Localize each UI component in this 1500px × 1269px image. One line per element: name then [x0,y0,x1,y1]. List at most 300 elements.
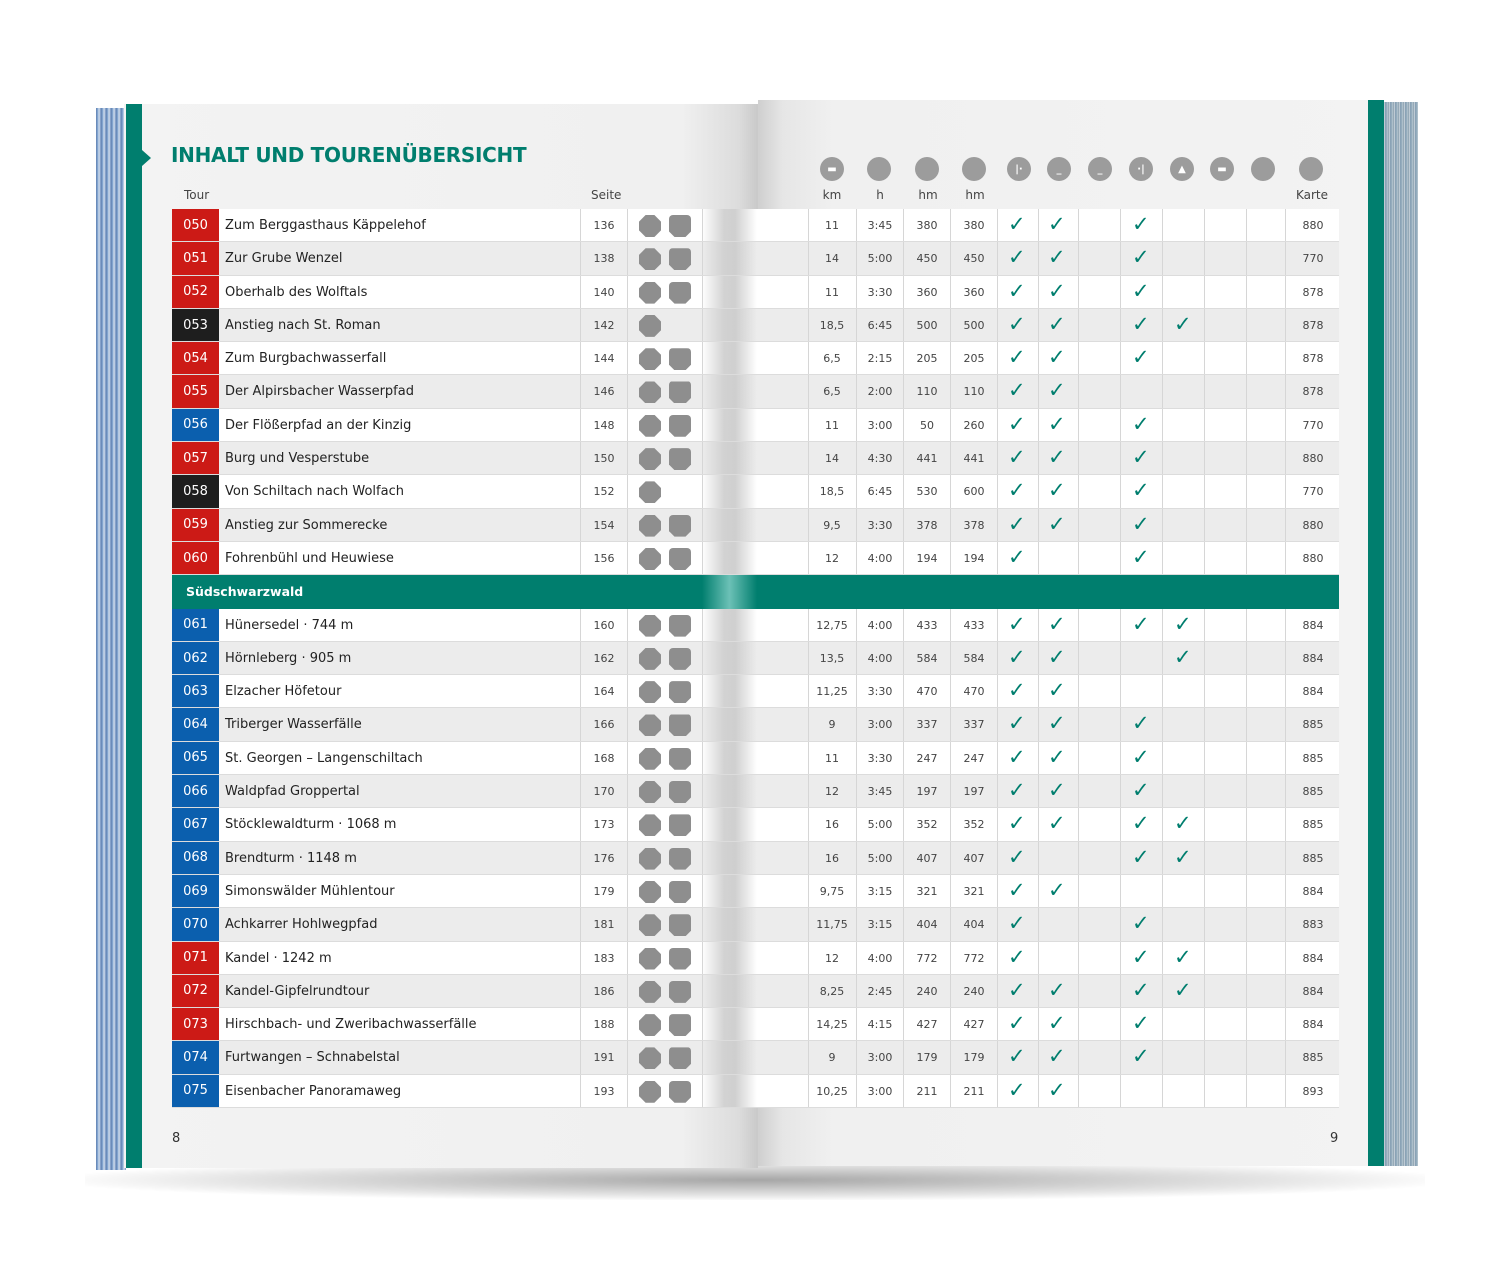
signpost-icon: |· [1007,157,1031,181]
ascent-hm: 179 [916,1051,938,1065]
column-separator [580,875,581,907]
region-header [172,575,1339,608]
column-separator [1285,609,1286,641]
column-separator [627,242,628,274]
column-separator [903,409,904,441]
column-separator [856,1041,857,1073]
column-separator [1038,908,1039,940]
tour-name[interactable]: Zum Berggasthaus Käppelehof [225,218,426,233]
table-row[interactable] [172,442,1339,475]
column-separator [1038,675,1039,707]
tour-number: 059 [172,509,219,541]
column-separator [950,975,951,1007]
tour-name[interactable]: Anstieg zur Sommerecke [225,517,388,533]
column-separator [903,842,904,874]
check-icon: ✓ [1048,811,1066,836]
column-separator [1162,342,1163,374]
season-winter-icon [669,848,691,870]
column-separator [808,642,809,674]
season-winter-icon [669,648,691,670]
tour-name[interactable]: St. Georgen – Langenschiltach [225,750,423,766]
check-icon: ✓ [1008,245,1026,270]
column-separator [1285,375,1286,407]
page-number-left: 8 [172,1131,181,1146]
column-separator [1285,1075,1286,1107]
check-icon: ✓ [1008,345,1026,370]
table-row[interactable] [172,875,1339,908]
column-separator [1038,808,1039,840]
column-separator [1204,242,1205,274]
map-number: 770 [1302,418,1324,432]
tour-name[interactable]: Stöcklewaldturm · 1068 m [225,817,397,833]
column-separator [1038,942,1039,974]
column-separator [1204,375,1205,407]
header-hm-down: hm [965,188,985,202]
column-separator [1246,642,1247,674]
column-separator [580,775,581,807]
column-separator [627,875,628,907]
column-separator [808,375,809,407]
duration-h: 3:45 [867,785,893,799]
column-separator [627,1075,628,1107]
duration-h: 3:00 [867,718,893,732]
column-separator [997,975,998,1007]
season-winter-icon [669,548,691,570]
column-separator [1078,908,1079,940]
tour-name[interactable]: Hörnleberg · 905 m [225,650,352,666]
page-title: INHALT UND TOURENÜBERSICHT [171,143,527,167]
page-ref: 186 [593,984,615,998]
duration-h: 5:00 [867,851,893,865]
table-row[interactable] [172,808,1339,841]
column-separator [903,942,904,974]
header-seite: Seite [591,188,622,202]
map-number: 880 [1302,452,1324,466]
column-separator [1246,1041,1247,1073]
season-winter-icon [669,948,691,970]
table-row[interactable] [172,609,1339,642]
column-separator [627,209,628,241]
duration-h: 3:30 [867,285,893,299]
season-winter-icon [669,1081,691,1103]
check-icon: ✓ [1174,977,1192,1002]
tour-name[interactable]: Achkarrer Hohlwegpfad [225,917,378,933]
page-number-right: 9 [1330,1131,1339,1146]
table-row[interactable] [172,942,1339,975]
column-separator [702,675,703,707]
column-separator [1204,742,1205,774]
column-separator [580,542,581,574]
column-separator [1246,875,1247,907]
season-summer-icon [639,315,661,337]
column-separator [627,1008,628,1040]
column-separator [856,609,857,641]
duration-h: 2:00 [867,385,893,399]
check-icon: ✓ [1132,411,1150,436]
season-winter-icon [669,615,691,637]
column-separator [1162,675,1163,707]
tour-name[interactable]: Brendturm · 1148 m [225,850,357,866]
column-separator [856,775,857,807]
column-separator [1285,542,1286,574]
map-number: 893 [1302,1084,1324,1098]
table-row[interactable] [172,742,1339,775]
check-icon: ✓ [1048,411,1066,436]
distance-km: 11 [825,285,839,299]
ascent-hm: 50 [920,418,934,432]
column-separator [903,1075,904,1107]
tour-name[interactable]: Hirschbach- und Zweribachwasserfälle [225,1017,477,1033]
page-ref: 154 [593,518,615,532]
column-separator [1246,708,1247,740]
table-row[interactable] [172,475,1339,508]
tour-number: 064 [172,708,219,740]
column-separator [856,708,857,740]
table-row[interactable] [172,1041,1339,1074]
distance-km: 12 [825,951,839,965]
column-separator [950,375,951,407]
distance-km: 9 [828,1051,836,1065]
ascent-hm: 211 [916,1084,938,1098]
duration-h: 3:30 [867,518,893,532]
column-separator [950,342,951,374]
column-separator [1120,609,1121,641]
column-separator [1120,942,1121,974]
column-separator [1120,342,1121,374]
table-row[interactable] [172,1008,1339,1041]
check-icon: ✓ [1132,944,1150,969]
check-icon: ✓ [1132,544,1150,569]
duration-h: 4:00 [867,951,893,965]
table-row[interactable] [172,842,1339,875]
column-separator [1162,1008,1163,1040]
descent-hm: 197 [963,785,985,799]
column-separator [856,209,857,241]
tour-name[interactable]: Simonswälder Mühlentour [225,883,395,899]
table-row[interactable] [172,375,1339,408]
duration-h: 4:00 [867,618,893,632]
column-separator [856,842,857,874]
check-icon: ✓ [1008,511,1026,536]
column-separator [1038,442,1039,474]
title-arrow-icon [142,150,151,166]
column-separator [1120,276,1121,308]
tour-name[interactable]: Von Schiltach nach Wolfach [225,484,404,500]
duration-h: 3:30 [867,751,893,765]
season-summer-icon [639,481,661,503]
column-separator [627,542,628,574]
column-separator [1246,675,1247,707]
table-row[interactable] [172,675,1339,708]
column-separator [808,775,809,807]
table-row[interactable] [172,908,1339,941]
check-icon: ✓ [1132,511,1150,536]
duration-h: 3:00 [867,1051,893,1065]
column-separator [1120,375,1121,407]
tour-name[interactable]: Zur Grube Wenzel [225,251,343,267]
distance-km: 6,5 [823,385,841,399]
season-summer-icon [639,215,661,237]
tour-name[interactable]: Anstieg nach St. Roman [225,317,381,333]
column-separator [1078,775,1079,807]
tour-name[interactable]: Zum Burgbachwasserfall [225,351,387,367]
page-gutter [702,542,757,574]
page-ref: 193 [593,1084,615,1098]
tour-name[interactable]: Der Alpirsbacher Wasserpfad [225,384,414,400]
column-separator [1038,642,1039,674]
column-separator [702,942,703,974]
column-separator [1162,276,1163,308]
column-separator [580,842,581,874]
column-separator [1246,1075,1247,1107]
column-separator [702,775,703,807]
column-separator [1246,942,1247,974]
page-gutter [702,642,757,674]
column-separator [1162,708,1163,740]
column-separator [1204,942,1205,974]
map-number: 885 [1302,785,1324,799]
column-separator [580,942,581,974]
column-separator [1162,742,1163,774]
column-separator [627,742,628,774]
season-winter-icon [669,348,691,370]
distance-km: 11 [825,418,839,432]
column-separator [1078,342,1079,374]
duration-h: 4:30 [867,452,893,466]
column-separator [997,309,998,341]
column-separator [627,1041,628,1073]
column-separator [1162,242,1163,274]
tour-name[interactable]: Waldpfad Groppertal [225,784,360,800]
descent-hm: 360 [963,285,985,299]
column-separator [627,475,628,507]
column-separator [1162,908,1163,940]
column-separator [1246,276,1247,308]
map-number: 878 [1302,385,1324,399]
check-icon: ✓ [1132,345,1150,370]
column-separator [580,409,581,441]
ascent-hm: 197 [916,785,938,799]
season-summer-icon [639,881,661,903]
season-winter-icon [669,381,691,403]
column-separator [1246,242,1247,274]
table-row[interactable] [172,642,1339,675]
season-winter-icon [669,814,691,836]
tour-number: 063 [172,675,219,707]
column-separator [997,342,998,374]
distance-km: 16 [825,851,839,865]
column-separator [580,276,581,308]
tour-number: 075 [172,1075,219,1107]
column-separator [1120,775,1121,807]
page-gutter [702,775,757,807]
column-separator [1078,375,1079,407]
column-separator [903,642,904,674]
column-separator [1162,808,1163,840]
distance-km: 18,5 [819,318,845,332]
column-separator [1204,209,1205,241]
page-ref: 150 [593,452,615,466]
column-separator [856,942,857,974]
column-separator [1285,509,1286,541]
column-separator [1285,842,1286,874]
column-separator [1285,642,1286,674]
distance-km: 16 [825,818,839,832]
tour-name[interactable]: Fohrenbühl und Heuwiese [225,550,394,566]
distance-km: 8,25 [819,984,845,998]
column-separator [856,875,857,907]
descent-hm: 211 [963,1084,985,1098]
season-summer-icon [639,248,661,270]
page-ref: 166 [593,718,615,732]
column-separator [903,442,904,474]
column-separator [903,708,904,740]
page-ref: 173 [593,818,615,832]
table-row[interactable] [172,509,1339,542]
column-separator [1038,409,1039,441]
column-separator [1162,1075,1163,1107]
column-separator [1204,409,1205,441]
column-separator [903,375,904,407]
tour-name[interactable]: Hünersedel · 744 m [225,617,354,633]
column-separator [997,375,998,407]
column-separator [1162,309,1163,341]
column-separator [1078,1041,1079,1073]
tour-name[interactable]: Eisenbacher Panoramaweg [225,1083,402,1099]
check-icon: ✓ [1048,744,1066,769]
column-separator [1120,842,1121,874]
header-tour: Tour [184,188,210,202]
column-separator [1038,342,1039,374]
descent-hm: 110 [963,385,985,399]
tour-name[interactable]: Kandel · 1242 m [225,950,332,966]
bus-icon: ▬ [1210,157,1234,181]
page-ref: 183 [593,951,615,965]
tour-name[interactable]: Kandel-Gipfelrundtour [225,983,370,999]
table-row[interactable] [172,342,1339,375]
column-separator [1038,242,1039,274]
column-separator [903,209,904,241]
map-number: 884 [1302,1018,1324,1032]
page-ref: 170 [593,785,615,799]
table-row[interactable] [172,309,1339,342]
column-separator [903,542,904,574]
tour-number: 052 [172,276,219,308]
distance-km: 13,5 [819,651,845,665]
season-summer-icon [639,781,661,803]
column-separator [1078,842,1079,874]
table-row[interactable] [172,1075,1339,1108]
duration-h: 3:00 [867,1084,893,1098]
column-separator [702,375,703,407]
column-separator [580,908,581,940]
header-karte: Karte [1295,188,1329,202]
road-icon: ▬ [820,157,844,181]
tour-number: 069 [172,875,219,907]
ascent-hm: 772 [916,951,938,965]
tour-name[interactable]: Der Flößerpfad an der Kinzig [225,417,412,433]
column-separator [702,442,703,474]
column-separator [1120,309,1121,341]
column-separator [627,675,628,707]
season-summer-icon [639,1047,661,1069]
descent-hm: 205 [963,352,985,366]
column-separator [580,1075,581,1107]
check-icon: ✓ [1132,311,1150,336]
tour-number: 062 [172,642,219,674]
tour-name[interactable]: Triberger Wasserfälle [225,717,362,733]
page-ref: 138 [593,252,615,266]
column-separator [950,775,951,807]
tour-name[interactable]: Oberhalb des Wolftals [225,284,368,300]
check-icon: ✓ [1008,278,1026,303]
column-separator [997,409,998,441]
column-separator [997,1075,998,1107]
column-separator [808,209,809,241]
column-separator [903,475,904,507]
column-separator [702,1008,703,1040]
column-separator [997,742,998,774]
check-icon: ✓ [1132,1011,1150,1036]
table-row[interactable] [172,708,1339,741]
column-separator [1285,742,1286,774]
column-separator [627,609,628,641]
column-separator [1078,642,1079,674]
table-row[interactable] [172,276,1339,309]
table-row[interactable] [172,775,1339,808]
column-separator [702,808,703,840]
map-number: 883 [1302,918,1324,932]
column-separator [808,442,809,474]
table-row[interactable] [172,975,1339,1008]
column-separator [702,509,703,541]
tour-name[interactable]: Elzacher Höfetour [225,684,342,700]
table-row[interactable] [172,242,1339,275]
column-separator [1120,509,1121,541]
map-number: 884 [1302,651,1324,665]
check-icon: ✓ [1008,212,1026,236]
season-summer-icon [639,348,661,370]
column-separator [808,475,809,507]
map-number: 880 [1302,219,1324,232]
distance-km: 14,25 [816,1018,848,1032]
ascent-hm: 194 [916,551,938,565]
tour-number: 067 [172,808,219,840]
tour-name[interactable]: Furtwangen – Schnabelstal [225,1050,400,1066]
column-separator [627,309,628,341]
column-separator [950,908,951,940]
column-separator [903,875,904,907]
map-number: 880 [1302,518,1324,532]
tour-name[interactable]: Burg und Vesperstube [225,451,370,467]
column-separator [627,708,628,740]
table-row[interactable] [172,409,1339,442]
column-separator [1120,642,1121,674]
season-summer-icon [639,1014,661,1036]
column-separator [580,1041,581,1073]
column-separator [950,875,951,907]
column-separator [856,342,857,374]
check-icon: ✓ [1008,844,1026,869]
table-row[interactable] [172,542,1339,575]
check-icon: ✓ [1048,611,1066,636]
column-separator [856,808,857,840]
column-separator [580,675,581,707]
check-icon: ✓ [1048,1011,1066,1036]
column-separator [627,409,628,441]
column-separator [1204,808,1205,840]
table-row[interactable] [172,209,1339,242]
